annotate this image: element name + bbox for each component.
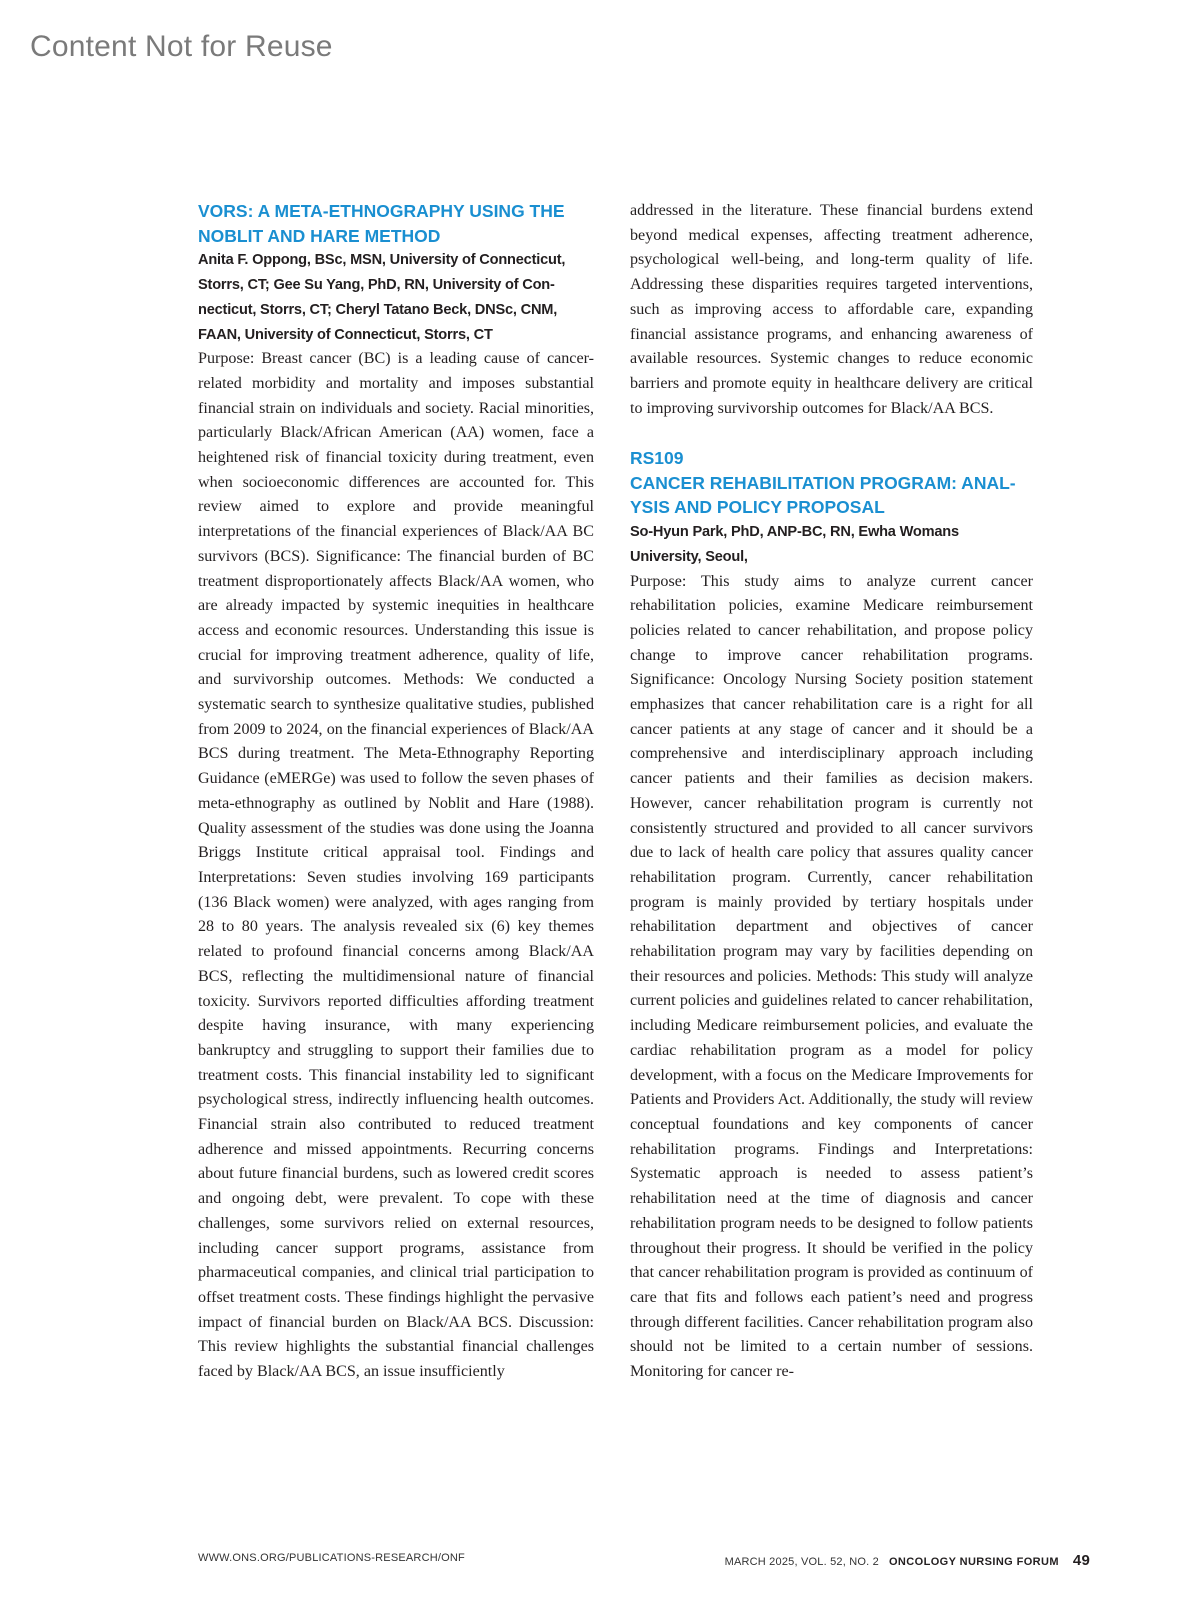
article1-continuation: addressed in the literature. These financial burdens extend beyond medical expenses, affecting treatment adherence, psychological well-being, and long-term quality of life. Addressing these disparities requires targeted interventions, such as improving access to affordable care, expanding financial assistance programs, and enhancing awareness of available resources. Systemic changes to reduce economic barriers and promote equity in healthcare delivery are critical to improving survivorship outcomes for Black/AA BCS. — [630, 202, 1033, 417]
footer-journal: ONCOLOGY NURSING FORUM — [888, 1556, 1059, 1568]
article1-body: Purpose: Breast cancer (BC) is a leading cause of cancer-related morbidity and mortality and imposes substantial financial strain on individuals and society. Racial minorities, particularly Black/African American (AA) women, face a heightened risk of financial toxicity during treatment, even when socioeconomic differences are accounted for. This review aimed to explore and provide meaningful interpretations of the financial experiences of Black/AA BC survivors (BCS). Significance: The financial burden of BC treatment disproportionately affects Black/AA women, who are already impacted by systemic inequities in healthcare access and economic resources. Understanding this issue is crucial for improving treatment adherence, quality of life, and survivorship outcomes. Methods: We conducted a systematic search to synthesize qualitative studies, published from 2009 to 2024, on the financial experiences of Black/AA BCS during treatment. The Meta-Ethnography Reporting Guidance (eMERGe) was used to follow the seven phases of meta-ethnography as outlined by Noblit and Hare (1988). Quality assessment of the studies was done using the Joanna Briggs Institute critical appraisal tool. Findings and Interpretations: Seven studies involving 169 participants (136 Black women) were analyzed, with ages ranging from 28 to 80 years. The analysis revealed six (6) key themes related to profound financial concerns among Black/AA BCS, reflecting the multidimensional nature of financial toxicity. Survivors reported difficulties affording treatment despite having insurance, with many experiencing bankruptcy and struggling to support their families due to treatment costs. This financial instability led to significant psychological stress, indirectly influencing health outcomes. Financial strain also contributed to reduced treatment adherence and missed appointments. Recurring concerns about future financial burdens, such as lowered credit scores and ongoing debt, were prevalent. To cope with these challenges, some survivors relied on external resources, including cancer support programs, assistance from pharmaceutical companies, and clinical trial participation to offset treatment costs. These findings highlight the pervasive impact of financial burden on Black/AA BCS. Discussion: This review highlights the substantial financial challenges faced by Black/AA BCS, an issue insufficiently — [198, 350, 594, 1381]
footer-url: WWW.ONS.ORG/PUBLICATIONS-RESEARCH/ONF — [198, 1552, 465, 1564]
footer-issue: MARCH 2025, VOL. 52, NO. 2 — [724, 1556, 879, 1568]
right-column — [630, 199, 1033, 1385]
article2-code: RS109 — [630, 448, 684, 469]
watermark: Content Not for Reuse — [30, 30, 333, 63]
footer-issue-info — [725, 1552, 1090, 1569]
article2-body: Purpose: This study aims to analyze current cancer rehabilitation policies, examine Medicare reimbursement policies related to cancer rehabilitation, and propose policy change to improve cancer rehabilitation programs. Significance: Oncology Nursing Society position statement emphasizes that cancer rehabilitation care is a right for all cancer patients at any stage of cancer and it should be a comprehensive and interdisciplinary approach including cancer patients and their families as decision makers. However, cancer rehabilitation program is currently not consistently structured and provided to all cancer survivors due to lack of health care policy that assures quality cancer rehabilitation program. Currently, cancer rehabilitation program is mainly provided by tertiary hospitals under rehabilitation department and objectives of cancer rehabilitation program may vary by facilities depending on their resources and policies. Methods: This study will analyze current policies and guidelines related to cancer rehabilitation, including Medicare reimbursement policies, and evaluate the cardiac rehabilitation program as a model for policy development, with a focus on the Medicare Improvements for Patients and Providers Act. Additionally, the study will review conceptual foundations and key components of cancer rehabilitation programs. Findings and Interpretations: Systematic approach is needed to assess patient’s rehabilitation need at the time of diagnosis and cancer rehabilitation program needs to be designed to follow patients throughout their progress. It should be verified in the policy that cancer rehabilitation program is provided as continuum of care that fits and follows each patient’s need and progress through different facilities. Cancer rehabilitation program also should not be limited to a certain number of sessions. Monitoring for cancer re- — [630, 572, 1033, 1381]
article2-authors: So-Hyun Park, PhD, ANP-BC, RN, Ewha Womans University, Seoul, — [630, 524, 959, 565]
article2-title: CANCER REHABILITATION PROGRAM: ANALYSIS AND POLICY PROPOSAL — [630, 472, 1016, 518]
page-number: 49 — [1072, 1552, 1090, 1569]
article1-title: VORS: A META-ETHNOGRAPHY USING THE NOBLIT AND HARE METHOD — [198, 201, 565, 246]
article1-authors: Anita F. Oppong, BSc, MSN, University of Connecticut, Storrs, CT; Gee Su Yang, PhD, RN, University of Connecticut, Storrs, CT; Cheryl Tatano Beck, DNSc, CNM, FAAN, University of Connecticut, Storrs, CT — [198, 252, 566, 343]
left-column — [198, 199, 594, 1385]
